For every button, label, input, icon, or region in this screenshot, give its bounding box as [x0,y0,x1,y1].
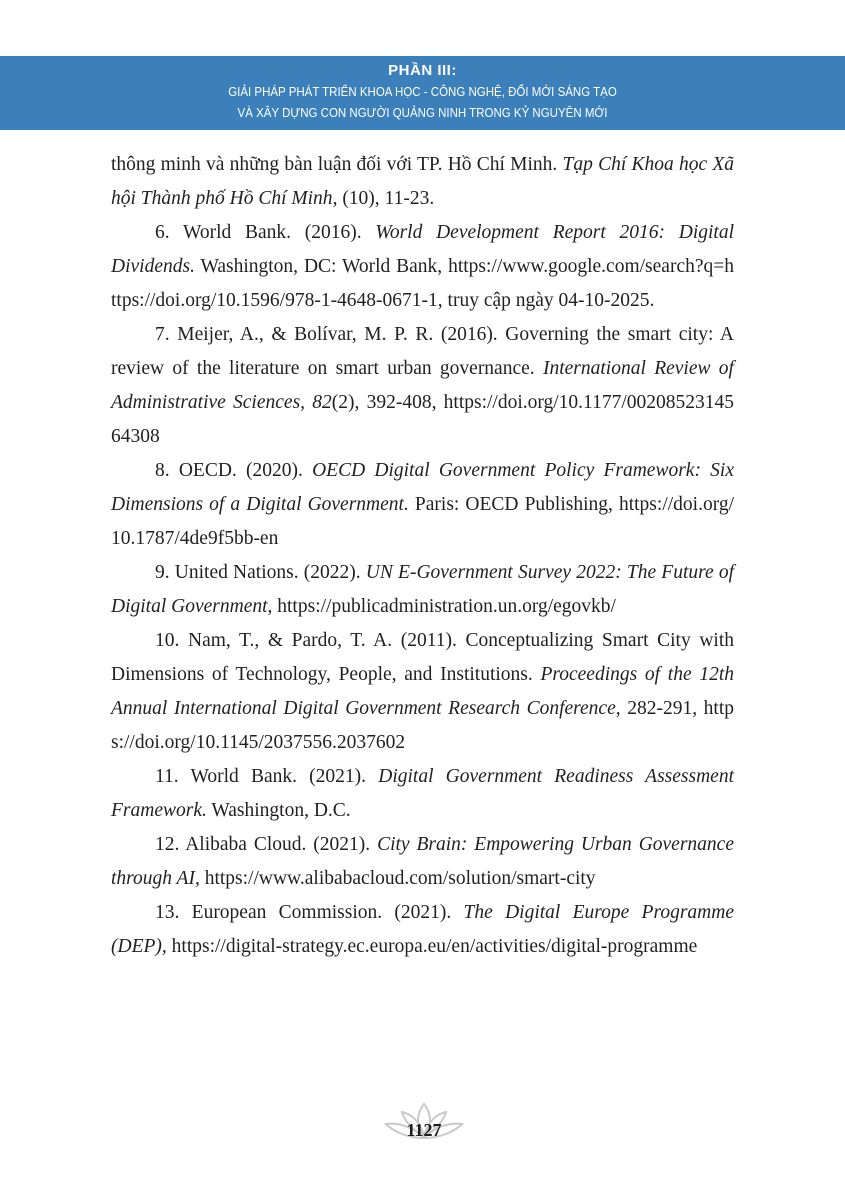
reference-text: 13. European Commission. (2021). [155,902,464,923]
reference-title: World Development Report 2016: Digital Dividends. [111,222,734,277]
reference-title: City Brain: Empowering Urban Governance through AI, [111,834,734,889]
reference-text: thông minh và những bàn luận đối với TP. Hồ Chí Minh. [111,154,563,175]
reference-text: 7. Meijer, A., & Bolívar, M. P. R. (2016). Governing the smart city: A review of the literature on smart urban governance. [111,324,734,379]
reference-title: OECD Digital Government Policy Framework: Six Dimensions of a Digital Government. [111,460,734,515]
reference-item-13 [111,896,734,964]
reference-text: https://www.alibabacloud.com/solution/smart-city [199,868,596,889]
reference-title: Tạp Chí Khoa học Xã hội Thành phố Hồ Chí Minh [111,154,735,209]
reference-text: 6. World Bank. (2016). [155,222,376,243]
reference-title: Digital Government Readiness Assessment Framework. [111,766,734,821]
reference-title: The Digital Europe Programme (DEP), [111,902,734,957]
reference-text: https://digital-strategy.ec.europa.eu/en/activities/digital-programme [166,936,698,957]
reference-text: 10. Nam, T., & Pardo, T. A. (2011). Conceptualizing Smart City with Dimensions of Technology, People, and Institutions. [111,630,734,685]
reference-text: Washington, D.C. [206,800,351,821]
reference-text: https://publicadministration.un.org/egovkb/ [272,596,616,617]
section-header-banner [0,56,845,130]
part-subtitle-line-1: GIẢI PHÁP PHÁT TRIỂN KHOA HỌC - CÔNG NGHỆ, ĐỔI MỚI SÁNG TẠO [228,85,617,99]
reference-item-9 [111,556,734,624]
reference-continuation [111,148,734,216]
part-subtitle-line-2: VÀ XÂY DỰNG CON NGƯỜI QUẢNG NINH TRONG KỶ NGUYÊN MỚI [237,106,608,120]
reference-item-8 [111,454,734,556]
reference-title: Proceedings of the 12th Annual International Digital Government Research Conference [111,664,735,719]
part-title: PHẦN III: [388,62,457,79]
reference-text: (2), 392-408, https://doi.org/10.1177/0020852314564308 [111,392,734,447]
reference-item-10 [111,624,734,760]
reference-item-7 [111,318,734,454]
reference-text: , 282-291, https://doi.org/10.1145/2037556.2037602 [111,698,734,753]
reference-text: Paris: OECD Publishing, https://doi.org/10.1787/4de9f5bb-en [111,494,735,549]
reference-title: International Review of Administrative Sciences, 82 [111,358,734,413]
reference-text: Washington, DC: World Bank, https://www.google.com/search?q=https://doi.org/10.1596/978-1-4648-0671-1, truy cập ngày 04-10-2025. [111,256,734,311]
reference-text: 12. Alibaba Cloud. (2021). [155,834,378,855]
reference-text: 11. World Bank. (2021). [155,766,379,787]
reference-text: 8. OECD. (2020). [155,460,313,481]
reference-item-11 [111,760,734,828]
reference-text: , (10), 11-23. [332,188,435,209]
page-number: 1127 [406,1120,442,1140]
page-footer [372,1100,476,1150]
reference-item-6 [111,216,734,318]
reference-list [111,148,734,964]
reference-text: 9. United Nations. (2022). [155,562,366,583]
reference-item-12 [111,828,734,896]
reference-title: UN E-Government Survey 2022: The Future of Digital Government, [111,562,734,617]
